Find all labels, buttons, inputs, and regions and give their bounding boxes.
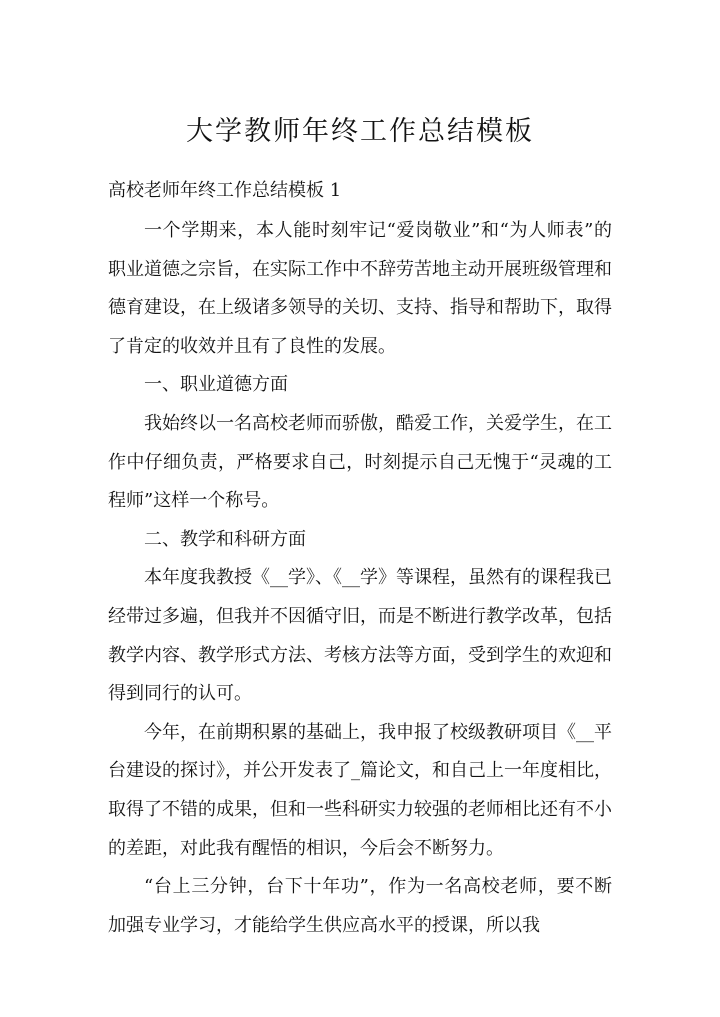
paragraph-research: 今年，在前期积累的基础上，我申报了校级教研项目《__平台建设的探讨》，并公开发表了_篇论文，和自己上一年度相比，取得了不错的成果，但和一些科研实力较强的老师相比还有不小的差距，对此我有醒悟的相识，今后会不断努力。 (108, 721, 612, 859)
section-heading-teaching-research: 二、教学和科研方面 (144, 528, 306, 550)
paragraph-study: “台上三分钟，台下十年功”，作为一名高校老师，要不断加强专业学习，才能给学生供应高水平的授课，所以我 (108, 876, 612, 936)
paragraph-ethics: 我始终以一名高校老师而骄傲，酷爱工作，关爱学生，在工作中仔细负责，严格要求自己，时刻提示自己无愧于“灵魂的工程师”这样一个称号。 (108, 412, 612, 512)
document-body (108, 212, 612, 945)
section-heading-ethics: 一、职业道德方面 (144, 374, 288, 396)
paragraph-teaching: 本年度我教授《__学》、《__学》等课程，虽然有的课程我已经带过多遍，但我并不因循守旧，而是不断进行教学改革，包括教学内容、教学形式方法、考核方法等方面，受到学生的欢迎和得到同行的认可。 (108, 567, 612, 705)
document-title: 大学教师年终工作总结模板 (186, 116, 534, 147)
paragraph-intro: 一个学期来，本人能时刻牢记“爱岗敬业”和“为人师表”的职业道德之宗旨，在实际工作中不辞劳苦地主动开展班级管理和德育建设，在上级诸多领导的关切、支持、指导和帮助下，取得了肯定的收效并且有了良性的发展。 (108, 220, 612, 357)
document-subtitle: 高校老师年终工作总结模板 1 (108, 180, 342, 201)
